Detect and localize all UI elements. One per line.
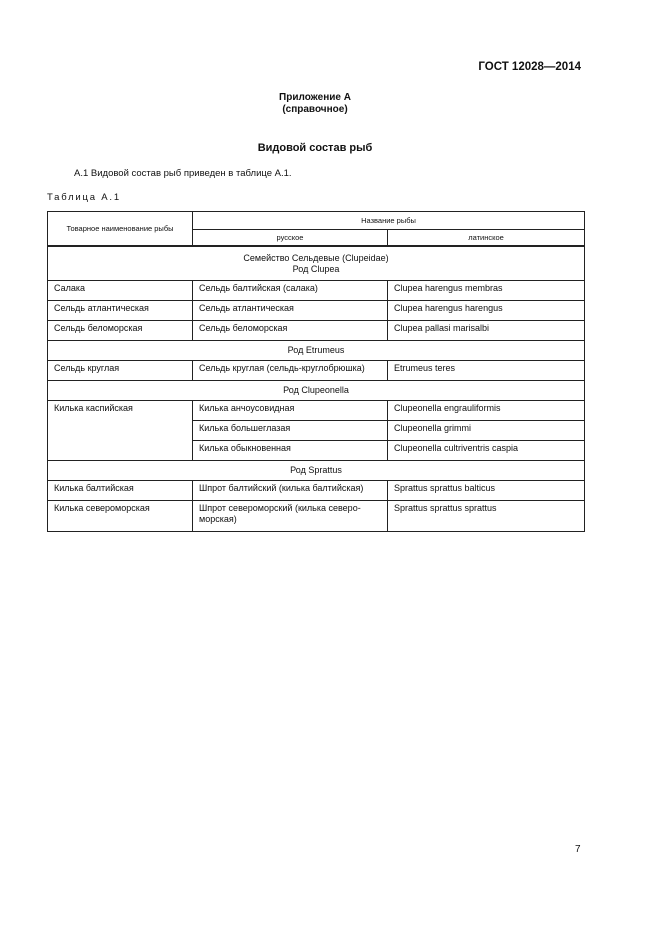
russian-name-cell: Шпрот балтийский (килька балтийская) <box>193 481 388 501</box>
species-table <box>47 211 585 532</box>
document-code: ГОСТ 12028—2014 <box>478 61 581 73</box>
trade-name-cell: Килька балтийская <box>48 481 193 501</box>
russian-name-cell: Килька анчоусовидная <box>193 401 388 421</box>
section-title: Видовой состав рыб <box>257 142 373 154</box>
trade-name-cell: Килька каспийская <box>48 401 193 461</box>
annex-heading <box>0 92 630 116</box>
latin-name-cell: Clupeonella cultriventris caspia <box>388 441 585 461</box>
trade-name-cell: Сельдь беломорская <box>48 321 193 341</box>
trade-name-cell: Сельдь атлантическая <box>48 301 193 321</box>
header-trade-name: Товарное наименование рыбы <box>48 212 193 247</box>
latin-name-cell: Clupea harengus membras <box>388 281 585 301</box>
table-row <box>48 361 585 381</box>
table-row <box>48 321 585 341</box>
intro-paragraph: А.1 Видовой состав рыб приведен в таблице А.1. <box>74 168 292 179</box>
family-name: Семейство Сельдевые (Clupeidae) <box>243 252 389 263</box>
latin-name-cell: Sprattus sprattus balticus <box>388 481 585 501</box>
page-number: 7 <box>575 844 581 855</box>
russian-name-cell: Килька большеглазая <box>193 421 388 441</box>
table-row <box>48 301 585 321</box>
russian-name-cell: Килька обыкновенная <box>193 441 388 461</box>
table-row <box>48 281 585 301</box>
table-row <box>48 481 585 501</box>
latin-name-cell: Clupeonella engrauliformis <box>388 401 585 421</box>
header-russian: русское <box>193 229 388 246</box>
trade-name-cell: Сельдь круглая <box>48 361 193 381</box>
header-fish-name: Название рыбы <box>193 212 585 230</box>
latin-name-cell: Etrumeus teres <box>388 361 585 381</box>
latin-name-cell: Clupea harengus harengus <box>388 301 585 321</box>
latin-name-cell: Sprattus sprattus sprattus <box>388 501 585 532</box>
annex-title: Приложение А <box>279 92 351 103</box>
russian-name-cell: Сельдь балтийская (салака) <box>193 281 388 301</box>
russian-name-cell: Шпрот североморский (килька северо-морская) <box>193 501 388 532</box>
russian-name-cell: Сельдь круглая (сельдь-круглобрюшка) <box>193 361 388 381</box>
genus-clupea: Род Clupea <box>292 263 340 274</box>
table-row <box>48 401 585 421</box>
latin-name-cell: Clupea pallasi marisalbi <box>388 321 585 341</box>
genus-etrumeus: Род Etrumeus <box>48 341 585 361</box>
table-row <box>48 501 585 532</box>
header-latin: латинское <box>388 229 585 246</box>
latin-name-cell: Clupeonella grimmi <box>388 421 585 441</box>
trade-name-cell: Салака <box>48 281 193 301</box>
genus-sprattus: Род Sprattus <box>48 461 585 481</box>
genus-clupeonella: Род Clupeonella <box>48 381 585 401</box>
annex-subtitle: (справочное) <box>282 104 348 115</box>
russian-name-cell: Сельдь атлантическая <box>193 301 388 321</box>
table-label: Таблица А.1 <box>47 192 121 203</box>
russian-name-cell: Сельдь беломорская <box>193 321 388 341</box>
family-row <box>48 246 585 281</box>
trade-name-cell: Килька североморская <box>48 501 193 532</box>
